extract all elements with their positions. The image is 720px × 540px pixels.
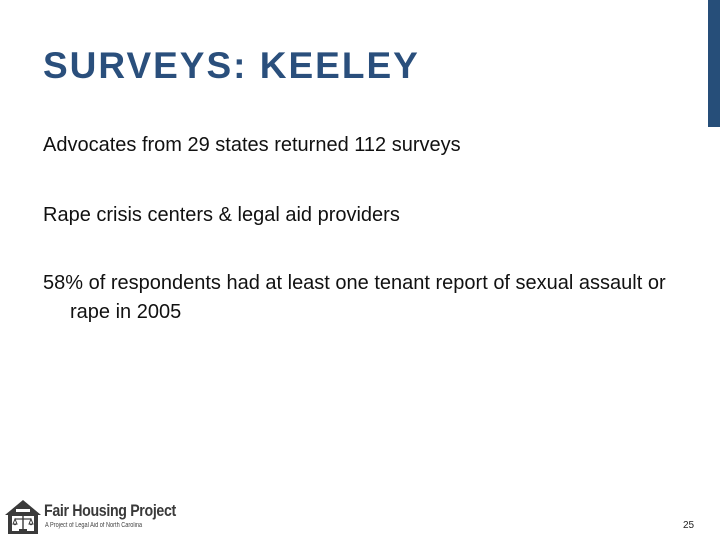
slide-title: SURVEYS: KEELEY [43,45,420,86]
logo-tagline: A Project of Legal Aid of North Carolina [45,522,143,529]
bullet-item: 58% of respondents had at least one tenant report of sexual assault or rape in 2005 [43,272,666,323]
logo-name: Fair Housing Project [44,502,176,520]
accent-bar [708,0,720,127]
page-number: 25 [683,520,695,531]
bullet-item: Advocates from 29 states returned 112 surveys [43,134,461,156]
fair-housing-logo [4,499,194,535]
house-scales-icon [4,499,42,535]
bullet-item: Rape crisis centers & legal aid providers [43,204,400,226]
